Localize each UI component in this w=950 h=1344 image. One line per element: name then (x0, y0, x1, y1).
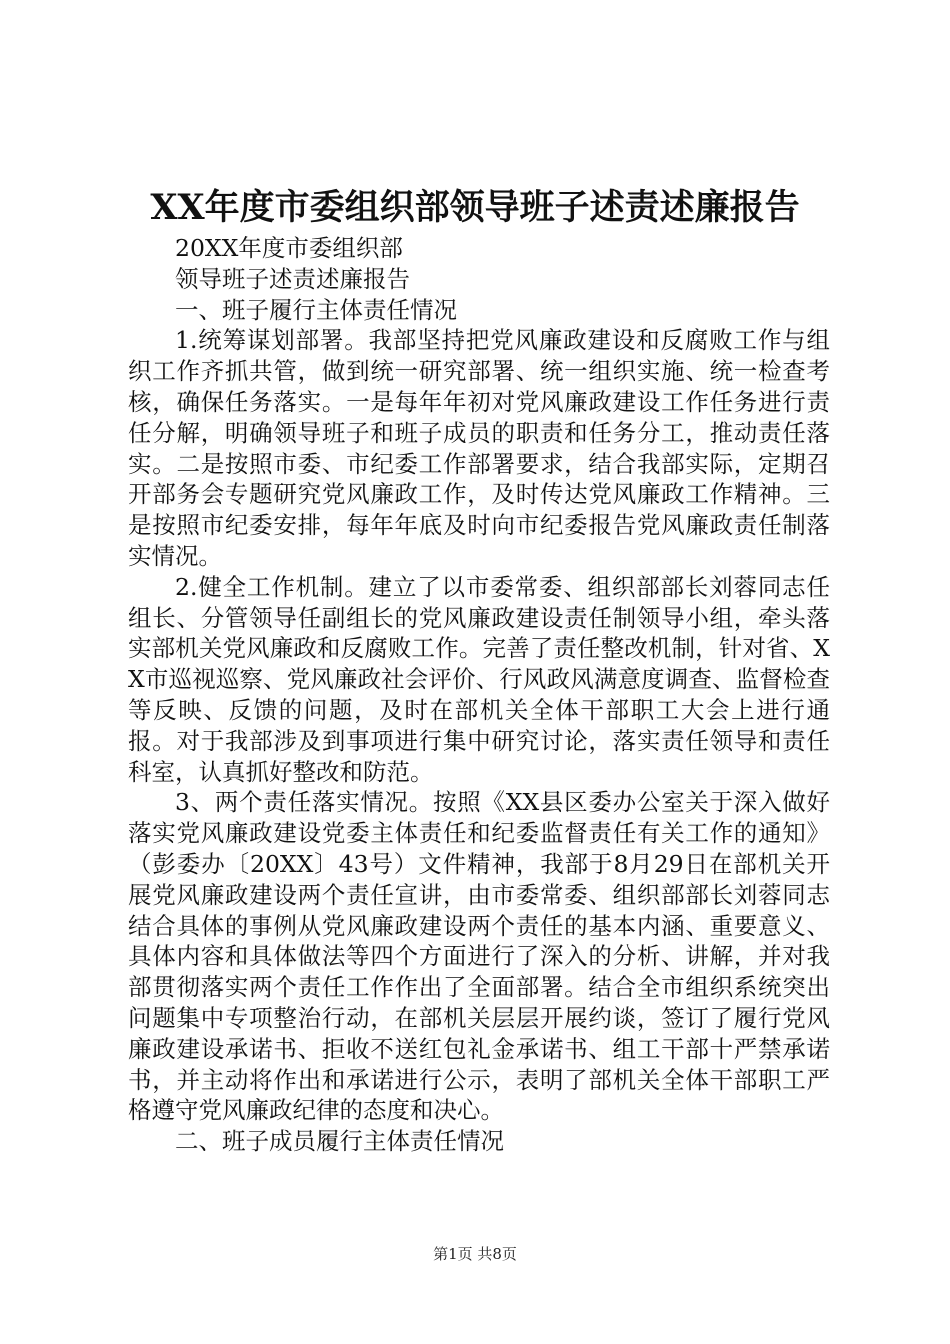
paragraph-2: 2.健全工作机制。建立了以市委常委、组织部部长刘蓉同志任组长、分管领导任副组长的党风廉政建设责任制领导小组，牵头落实部机关党风廉政和反腐败工作。完善了责任整改机制，针对省、XX市巡视巡察、党风廉政社会评价、行风政风满意度调查、监督检查等反映、反馈的问题，及时在部机关全体干部职工大会上进行通报。对于我部涉及到事项进行集中研究讨论，落实责任领导和责任科室，认真抓好整改和防范。 (128, 572, 830, 786)
section-heading-2: 二、班子成员履行主体责任情况 (175, 1127, 504, 1156)
paragraph-1: 1.统筹谋划部署。我部坚持把党风廉政建设和反腐败工作与组织工作齐抓共管，做到统一研究部署、统一组织实施、统一检查考核，确保任务落实。一是每年年初对党风廉政建设工作任务进行责任分解，明确领导班子和班子成员的职责和任务分工，推动责任落实。二是按照市委、市纪委工作部署要求，结合我部实际，定期召开部务会专题研究党风廉政工作，及时传达党风廉政工作精神。三是按照市纪委安排，每年年底及时向市纪委报告党风廉政责任制落实情况。 (128, 326, 830, 570)
subtitle-line-2: 领导班子述责述廉报告 (175, 264, 410, 293)
document-body (128, 233, 830, 1157)
subtitle-line-1: 20XX年度市委组织部 (175, 234, 403, 262)
page-footer: 第1页 共8页 (433, 1245, 517, 1263)
paragraph-3: 3、两个责任落实情况。按照《XX县区委办公室关于深入做好落实党风廉政建设党委主体责任和纪委监督责任有关工作的通知》（彭委办〔20XX〕43号）文件精神，我部于8月29日在部机关开展党风廉政建设两个责任宣讲，由市委常委、组织部部长刘蓉同志结合具体的事例从党风廉政建设两个责任的基本内涵、重要意义、具体内容和具体做法等四个方面进行了深入的分析、讲解，并对我部贯彻落实两个责任工作作出了全面部署。结合全市组织系统突出问题集中专项整治行动，在部机关层层开展约谈，签订了履行党风廉政建设承诺书、拒收不送红包礼金承诺书、组工干部十严禁承诺书，并主动将作出和承诺进行公示，表明了部机关全体干部职工严格遵守党风廉政纪律的态度和决心。 (128, 788, 830, 1125)
section-heading-1: 一、班子履行主体责任情况 (175, 295, 457, 324)
document-title: XX年度市委组织部领导班子述责述廉报告 (150, 187, 800, 228)
